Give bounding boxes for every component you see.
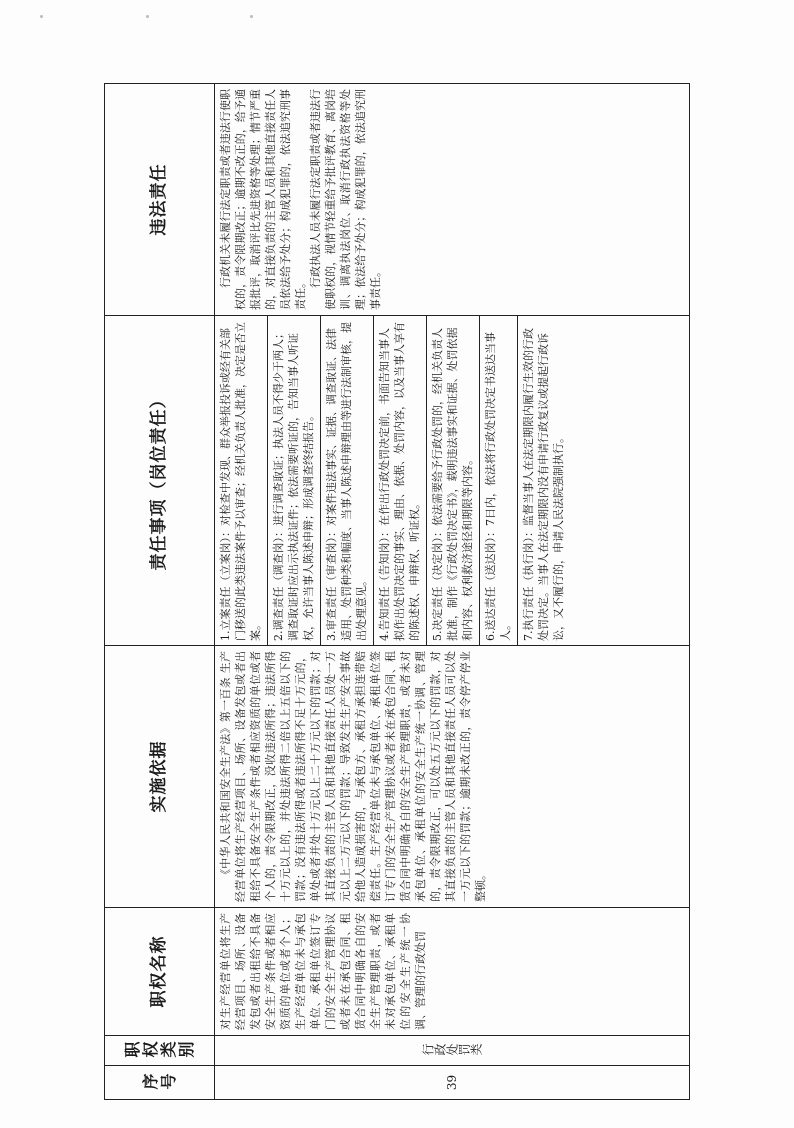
row-liability xyxy=(215,84,690,316)
liability-officer: 行政执法人员未履行法定职责或者违法行使职权的，视情节轻重给予批评教育、离岗培训、调离执法岗位、取消行政执法资格等处理；依法给予处分；构成犯罪的，依法追究刑事责任。 xyxy=(309,89,382,310)
row-type: 行政处罚类 xyxy=(422,1043,482,1057)
table-row xyxy=(215,84,690,1100)
rotated-table-wrapper xyxy=(104,84,690,1100)
header-name: 职权名称 xyxy=(105,908,215,1036)
header-duty: 责任事项（岗位责任） xyxy=(105,316,215,646)
duty-item-delivery: 6.送达责任（送达岗）：7日内，依法将行政处罚决定书送达当事人。 xyxy=(480,316,518,645)
row-number: 39 xyxy=(215,1066,690,1100)
duty-item-notice: 4.告知责任（告知岗）：在作出行政处罚决定前，书面告知当事人拟作出处罚决定的事实、理由、依据、处罚内容，以及当事人享有的陈述权、申辩权、听证权。 xyxy=(374,316,427,645)
row-name: 对生产经营单位将生产经营项目、场所、设备发包或者出租给不具备安全生产条件或者相应资质的单位或者个人；生产经营单位未与承包单位、承租单位签订专门的安全生产管理协议或者未在承包合同、租赁合同中明确各自的安全生产管理职责，或者未对承包单位、承租单位的安全生产统一协调、管理的行政处罚 xyxy=(215,908,690,1036)
row-type-cell xyxy=(215,1036,690,1066)
scan-speck xyxy=(40,15,43,18)
header-row xyxy=(105,84,215,1100)
scan-speck xyxy=(250,15,253,18)
duty-item-enforcement: 7.执行责任（执行岗）：监督当事人在法定期限内履行生效的行政处罚决定。当事人在法定期限内没有申请行政复议或提起行政诉讼，又不履行的，申请人民法院强制执行。 xyxy=(522,328,565,641)
header-basis: 实施依据 xyxy=(105,646,215,908)
header-liability: 违法责任 xyxy=(105,84,215,316)
liability-agency: 行政机关未履行法定职责或者违法行使职权的，责令限期改正；逾期不改正的，给予通报批评，取消评比先进资格等处理；情节严重的，对直接负责的主管人员和其他直接责任人员依法给予处分；构成犯罪的，依法追究刑事责任。 xyxy=(219,89,307,310)
header-no: 序号 xyxy=(105,1066,215,1100)
duty-item-investigation: 2.调查责任（调查岗）：进行调查取证；执法人员不得少于两人；调查取证时应出示执法证件；依法需要听证的，告知当事人听证权，允许当事人陈述申辩；形成调查终结报告。 xyxy=(268,316,321,645)
duty-item-filing: 1.立案责任（立案岗）：对检查中发现、群众举报投诉或经有关部门移送的此类违法案件予以审查；经机关负责人批准，决定是否立案。 xyxy=(215,316,268,645)
duty-item-decision: 5.决定责任（决定岗）：依法需要给予行政处罚的，经机关负责人批准，制作《行政处罚决定书》，载明违法事实和证据、处罚依据和内容、权利救济途径和期限等内容。 xyxy=(427,316,480,645)
row-basis: 《中华人民共和国安全生产法》第一百条 生产经营单位将生产经营项目、场所、设备发包或者出租给不具备安全生产条件或者相应资质的单位或者个人的，责令限期改正，没收违法所得；违法所得十万元以上的，并处违法所得二倍以上五倍以下的罚款；没有违法所得或者违法所得不足十万元的，单处或者并处十万元以上二十万元以下的罚款；对其直接负责的主管人员和其他直接责任人员处一万元以上二万元以下的罚款；导致发生生产安全事故给他人造成损害的，与承包方、承租方承担连带赔偿责任。生产经营单位未与承包单位、承租单位签订专门的安全生产管理协议或者未在承包合同、租赁合同中明确各自的安全生产管理职责，或者未对承包单位、承租单位的安全生产统一协调、管理的，责令限期改正，可以处五万元以下的罚款，对其直接负责的主管人员和其他直接责任人员可以处一万元以下的罚款；逾期未改正的，责令停产停业整顿。 xyxy=(215,646,690,908)
scan-speck xyxy=(146,15,149,18)
responsibility-table xyxy=(104,83,690,1100)
header-type: 职权类别 xyxy=(105,1036,215,1066)
row-duties xyxy=(215,316,690,646)
duty-item-review: 3.审查责任（审查岗）：对案件违法事实、证据、调查取证、法律适用、处罚种类和幅度、当事人陈述申辩理由等进行法制审核，提出处理意见。 xyxy=(321,316,374,645)
